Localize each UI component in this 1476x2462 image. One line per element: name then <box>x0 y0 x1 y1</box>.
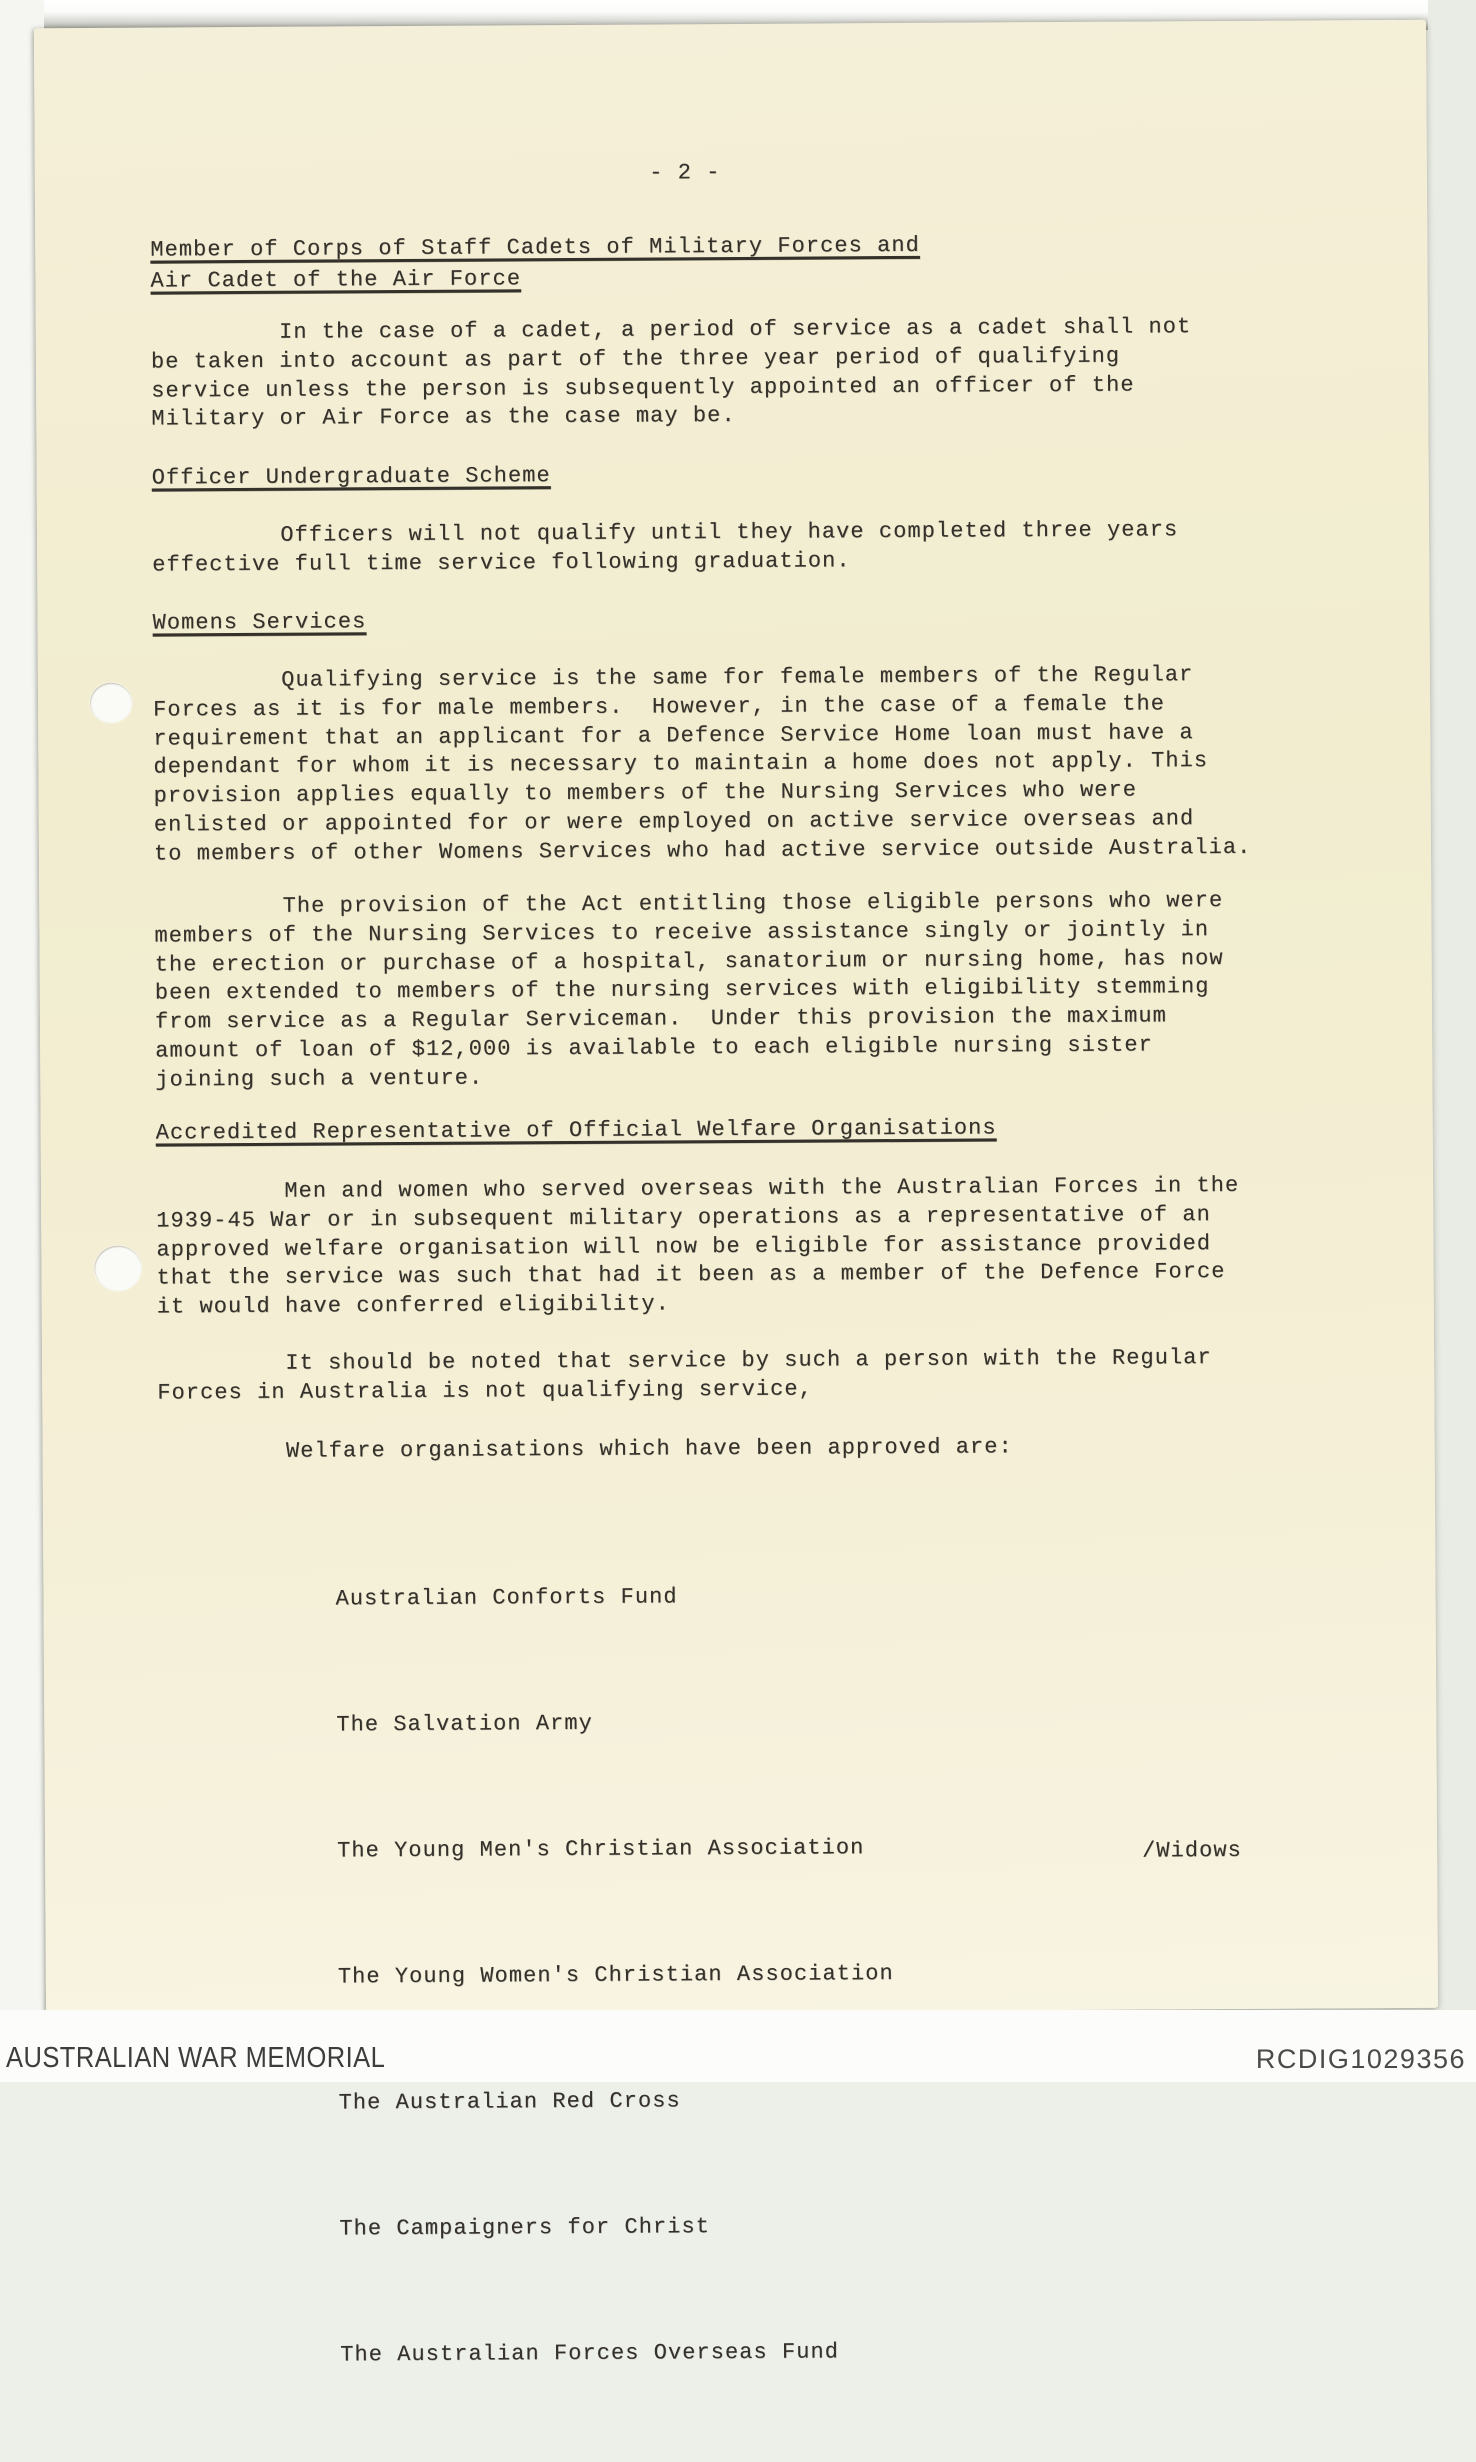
reference-id: RCDIG1029356 <box>1255 2044 1466 2074</box>
list-item-australian-red-cross: The Australian Red Cross <box>338 2088 681 2116</box>
list-item-ymca: The Young Men's Christian Association <box>337 1835 865 1864</box>
list-item-ywca: The Young Women's Christian Association <box>337 1961 894 1990</box>
list-item-australian-conforts-fund: Australian Conforts Fund <box>335 1584 678 1612</box>
paragraph-welfare-2: It should be noted that service by such a person with the Regular Forces in Australia is not qualifying service, <box>157 1345 1212 1406</box>
section-heading-officer-undergraduate: Officer Undergraduate Scheme <box>151 463 551 491</box>
welfare-organisations-list <box>335 1487 1476 2460</box>
list-item-australian-forces-overseas-fund: The Australian Forces Overseas Fund <box>340 2339 840 2368</box>
archive-name: AUSTRALIAN WAR MEMORIAL <box>6 2042 386 2074</box>
footer-bar <box>0 2010 1476 2082</box>
hole-punch-top <box>90 683 132 723</box>
paragraph-staff-cadets: In the case of a cadet, a period of service as a cadet shall not be taken into account as part of the three year period of qualifying service unless the person is subsequently appointed an officer of the Military or Air Force as the case may be. <box>150 314 1192 432</box>
paragraph-womens-services-1: Qualifying service is the same for female members of the Regular Forces as it is for male members. However, in the case of a female the requirement that an applicant for a Defence Service Home loan must have a dependant for whom it is necessary to maintain a home does not apply. This provision applies equally to members of the Nursing Services who were enlisted or appointed for or were employed on active service overseas and to members of other Womens Services who had active service outside Australia. <box>152 662 1252 867</box>
page-number: - 2 - <box>649 160 721 186</box>
paragraph-welfare-approved-intro: Welfare organisations which have been approved are: <box>157 1434 1013 1465</box>
list-item-campaigners-for-christ: The Campaigners for Christ <box>339 2214 711 2242</box>
paragraph-womens-services-2: The provision of the Act entitling those eligible persons who were members of the Nursing Services to receive assistance singly or jointly in the erection or purchase of a hospital, sanatorium or nursing home, has now been extended to members of the nursing services with eligibility stemming from service as a Regular Serviceman. Under this provision the maximum amount of loan of $12,000 is available to each eligible nursing sister joining such a venture. <box>154 888 1224 1093</box>
section-heading-womens-services: Womens Services <box>152 609 367 636</box>
continuation-marker: /Widows <box>1142 1837 1242 1864</box>
hole-punch-bottom <box>94 1246 141 1291</box>
section-heading-welfare-organisations: Accredited Representative of Official Welfare Organisations <box>155 1115 997 1146</box>
paragraph-officer-undergraduate: Officers will not qualify until they have completed three years effective full time service following graduation. <box>151 517 1179 578</box>
paragraph-welfare-1: Men and women who served overseas with the Australian Forces in the 1939-45 War or in subsequent military operations as a representative of an approved welfare organisation will now be eligible for assistance provided that the service was such that had it been as a member of the Defence Force it would have conferred eligibility. <box>155 1172 1240 1320</box>
list-item-salvation-army: The Salvation Army <box>336 1710 593 1738</box>
section-heading-staff-cadets: Member of Corps of Staff Cadets of Military Forces and Air Cadet of the Air Force <box>150 232 920 294</box>
